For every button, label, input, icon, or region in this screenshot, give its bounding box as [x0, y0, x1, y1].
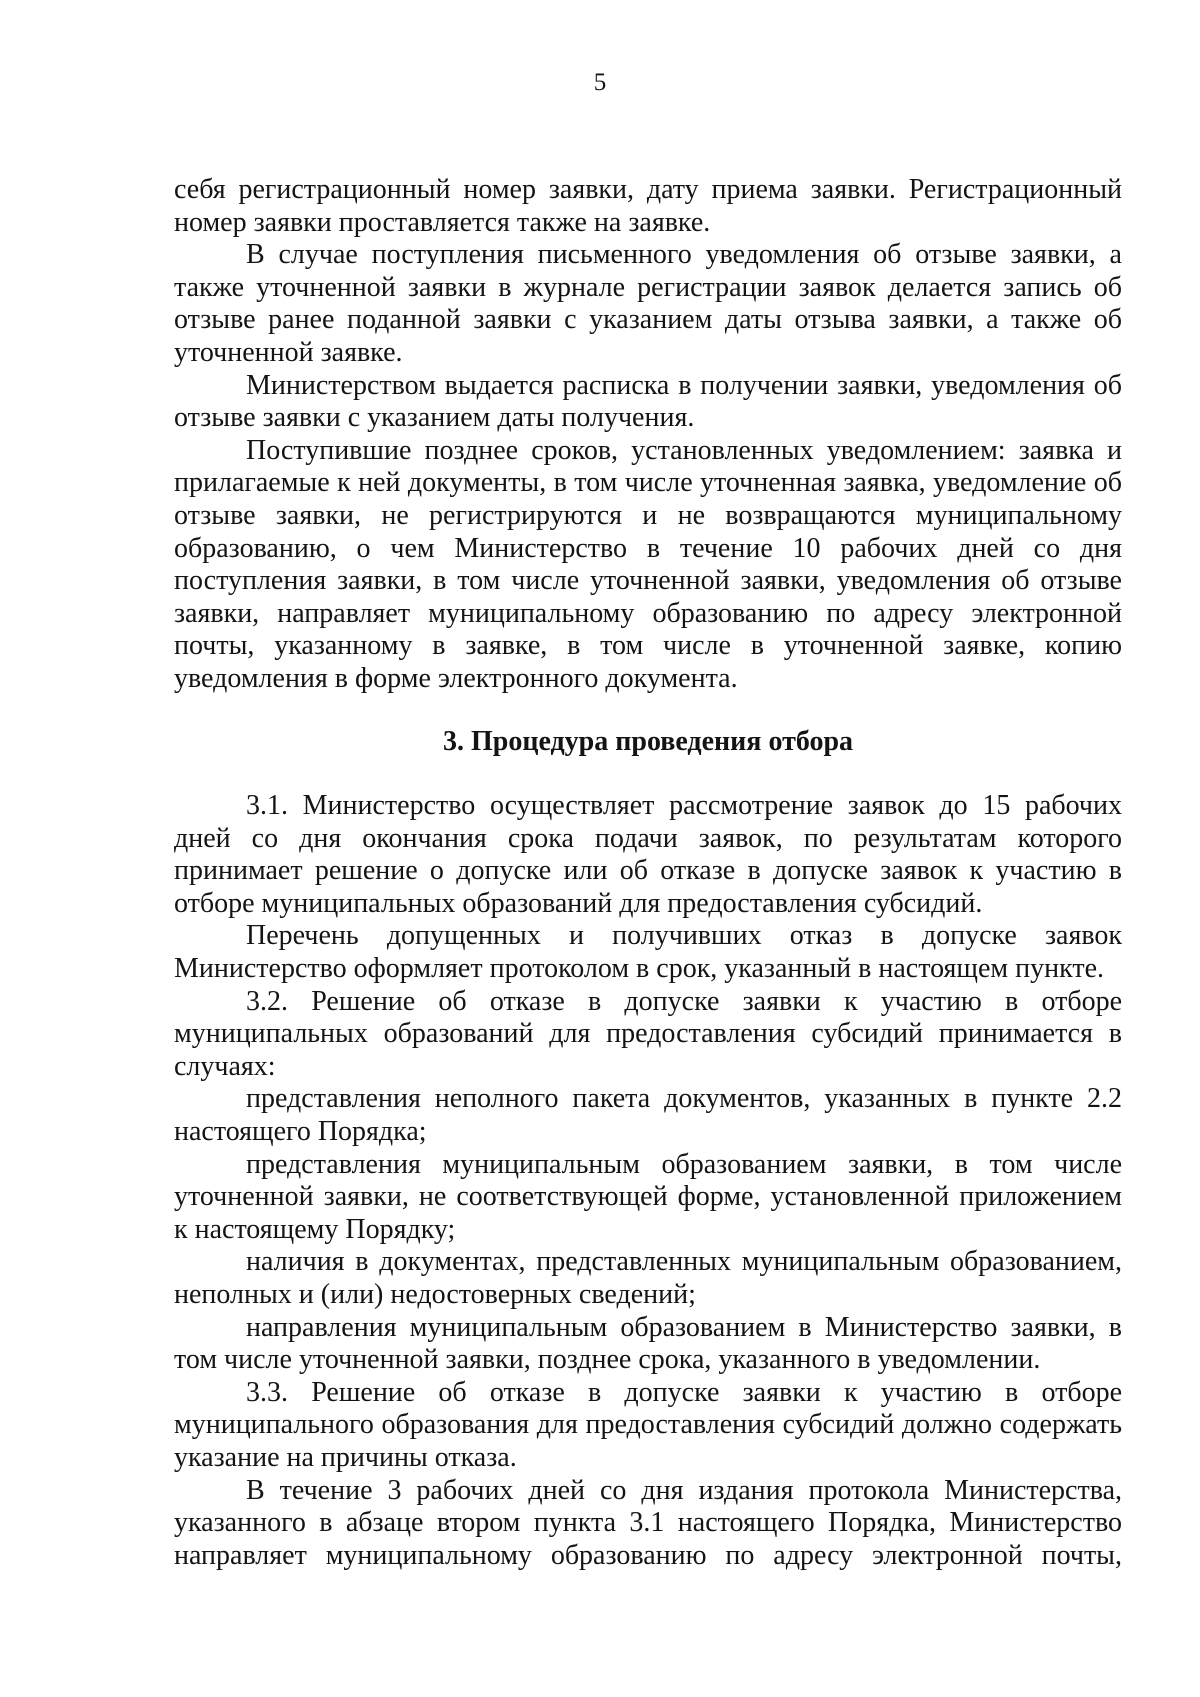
paragraph: 3.2. Решение об отказе в допуске заявки к участию в отборе муниципальных образований для предоставления субсидий принимается в случаях: — [174, 985, 1122, 1082]
section-title: 3. Процедура проведения отбора — [442, 725, 854, 757]
paragraph: представления муниципальным образованием заявки, в том числе уточненной заявки, не соответствующей форме, установленной приложением к настоящему Порядку; — [174, 1148, 1122, 1245]
paragraph: 3.1. Министерство осуществляет рассмотрение заявок до 15 рабочих дней со дня окончания срока подачи заявок, по результатам которого принимает решение о допуске или об отказе в допуске заявок к участию в отборе муниципальных образований для предоставления субсидий. — [174, 790, 1122, 919]
paragraph: В течение 3 рабочих дней со дня издания протокола Министерства, указанного в абзаце втором пункта 3.1 настоящего Порядка, Министерство направляет муниципальному образованию по адресу электронной почты, — [174, 1474, 1122, 1571]
paragraph: себя регистрационный номер заявки, дату приема заявки. Регистрационный номер заявки проставляется также на заявке. — [174, 174, 1122, 238]
document-body — [174, 174, 1122, 1572]
page-number: 5 — [593, 69, 607, 96]
paragraph: 3.3. Решение об отказе в допуске заявки к участию в отборе муниципального образования для предоставления субсидий должно содержать указание на причины отказа. — [174, 1376, 1122, 1473]
paragraph: Министерством выдается расписка в получении заявки, уведомления об отзыве заявки с указанием даты получения. — [174, 369, 1122, 434]
paragraph: Поступившие позднее сроков, установленных уведомлением: заявка и прилагаемые к ней документы, в том числе уточненная заявка, уведомление об отзыве заявки, не регистрируются и не возвращаются муниципальному образованию, о чем Министерство в течение 10 рабочих дней со дня поступления заявки, в том числе уточненной заявки, уведомления об отзыве заявки, направляет муниципальному образованию по адресу электронной почты, указанному в заявке, в том числе в уточненной заявке, копию уведомления в форме электронного документа. — [174, 434, 1122, 694]
paragraph: направления муниципальным образованием в Министерство заявки, в том числе уточненной заявки, позднее срока, указанного в уведомлении. — [174, 1311, 1122, 1376]
paragraph: Перечень допущенных и получивших отказ в допуске заявок Министерство оформляет протоколом в срок, указанный в настоящем пункте. — [174, 920, 1122, 985]
paragraph: представления неполного пакета документов, указанных в пункте 2.2 настоящего Порядка; — [174, 1083, 1122, 1148]
paragraph: наличия в документах, представленных муниципальным образованием, неполных и (или) недостоверных сведений; — [174, 1246, 1122, 1310]
paragraph: В случае поступления письменного уведомления об отзыве заявки, а также уточненной заявки в журнале регистрации заявок делается запись об отзыве ранее поданной заявки с указанием даты отзыва заявки, а также об уточненной заявке. — [174, 239, 1122, 368]
